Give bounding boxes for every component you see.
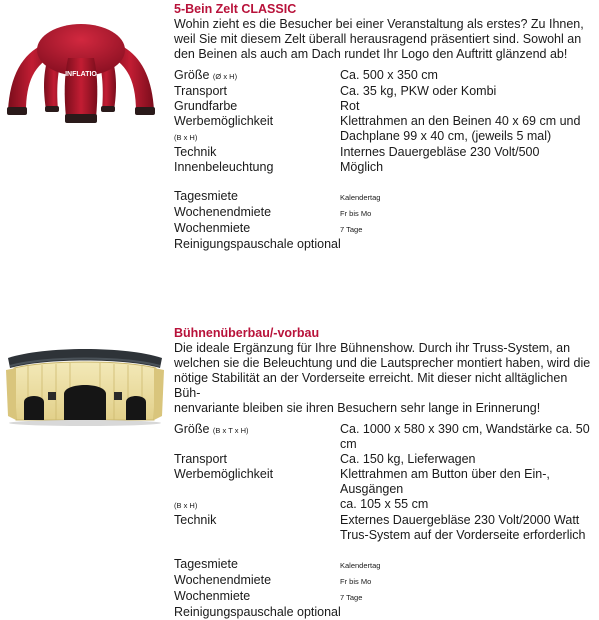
spec-label: Werbemöglichkeit — [174, 114, 274, 128]
spec-row — [174, 114, 580, 129]
rental-row — [174, 189, 580, 205]
spec-table — [174, 68, 580, 252]
rental-label: Tagesmiete — [174, 557, 238, 571]
rental-period: 7 Tage — [340, 225, 363, 234]
spec-value: Möglich — [340, 160, 384, 174]
product-content — [174, 2, 594, 252]
product-title: Bühnenüberbau/-vorbau — [174, 326, 320, 340]
spec-row — [174, 497, 594, 513]
spec-value: Ca. 1000 x 580 x 390 cm, Wandstärke ca. 50 cm — [340, 422, 590, 451]
product-content — [174, 326, 594, 620]
spec-row — [174, 528, 594, 543]
spec-row — [174, 68, 580, 84]
tent-logo-text: INFLATIO — [65, 71, 97, 78]
rental-row — [174, 221, 580, 237]
spec-value: Ca. 500 x 350 cm — [340, 68, 438, 82]
spec-row — [174, 160, 580, 175]
spec-row — [174, 513, 594, 528]
spec-value: Klettrahmen am Button über den Ein-, Ausgängen — [340, 467, 550, 496]
rental-period: Fr bis Mo — [340, 577, 372, 586]
rental-row — [174, 589, 594, 605]
spec-value: Rot — [340, 99, 360, 113]
spec-label: Technik — [174, 513, 217, 527]
product-description: Die ideale Ergänzung für Ihre Bühnenshow. Durch ihr Truss-System, an welchen sie die Beleuchtung und die Lautsprecher montiert haben, wird die nötige Stabilität an der Vorderseite erreicht. Mit dieser nicht alltäglichen Büh- nenvariante bleiben sie ihren Besuchern sehr lange in Erinnerung! — [174, 341, 591, 415]
spec-value: Externes Dauergebläse 230 Volt/2000 Watt — [340, 513, 580, 527]
rental-label: Wochenmiete — [174, 589, 251, 603]
rental-label: Reinigungspauschale optional — [174, 605, 341, 619]
spec-label: Transport — [174, 84, 228, 98]
spec-label: Grundfarbe — [174, 99, 238, 113]
spec-label: Innenbeleuchtung — [174, 160, 274, 174]
spec-row — [174, 422, 594, 452]
tent-image — [4, 14, 158, 128]
rental-label: Tagesmiete — [174, 189, 238, 203]
spec-label: Technik — [174, 145, 217, 159]
rental-row — [174, 237, 580, 252]
spec-label-unit: (B x H) — [174, 501, 198, 510]
spec-value: ca. 105 x 55 cm — [340, 497, 429, 511]
rental-row — [174, 557, 594, 573]
spec-row — [174, 452, 594, 467]
rental-period: 7 Tage — [340, 593, 363, 602]
rental-label: Wochenendmiete — [174, 573, 272, 587]
stage-image — [4, 344, 166, 426]
spec-value: Klettrahmen an den Beinen 40 x 69 cm und — [340, 114, 581, 128]
spec-value: Ca. 150 kg, Lieferwagen — [340, 452, 476, 466]
spec-value: Internes Dauergebläse 230 Volt/500 — [340, 145, 540, 159]
rental-row — [174, 605, 594, 620]
spec-label — [174, 528, 340, 543]
rental-row — [174, 573, 594, 589]
spec-value: Trus-System auf der Vorderseite erforderlich — [340, 528, 586, 542]
spec-label-unit: (B x T x H) — [212, 426, 249, 435]
spec-label-unit: (Ø x H) — [212, 72, 238, 81]
rental-label: Wochenmiete — [174, 221, 251, 235]
rental-label: Reinigungspauschale optional — [174, 237, 341, 251]
rental-label: Wochenendmiete — [174, 205, 272, 219]
spec-row — [174, 99, 580, 114]
spec-row — [174, 84, 580, 99]
product-title: 5-Bein Zelt CLASSIC — [174, 2, 297, 16]
spec-row — [174, 467, 594, 497]
spec-label: Transport — [174, 452, 228, 466]
spec-value: Ca. 35 kg, PKW oder Kombi — [340, 84, 497, 98]
spec-label-unit: (B x H) — [174, 133, 198, 142]
rental-period: Kalendertag — [340, 193, 381, 202]
rental-period: Fr bis Mo — [340, 209, 372, 218]
spec-label: Werbemöglichkeit — [174, 467, 274, 481]
rental-row — [174, 205, 580, 221]
spec-label: Größe — [174, 68, 210, 82]
spec-value: Dachplane 99 x 40 cm, (jeweils 5 mal) — [340, 129, 552, 143]
spec-row — [174, 145, 580, 160]
rental-period: Kalendertag — [340, 561, 381, 570]
spec-label: Größe — [174, 422, 210, 436]
spec-row — [174, 129, 580, 145]
spec-table — [174, 422, 594, 620]
product-description: Wohin zieht es die Besucher bei einer Veranstaltung als erstes? Zu Ihnen, weil Sie mit diesem Zelt überall herausragend präsentiert sind. Sowohl an den Beinen als auch am Dach rundet Ihr Logo den Auftritt glänzend ab! — [174, 17, 584, 61]
